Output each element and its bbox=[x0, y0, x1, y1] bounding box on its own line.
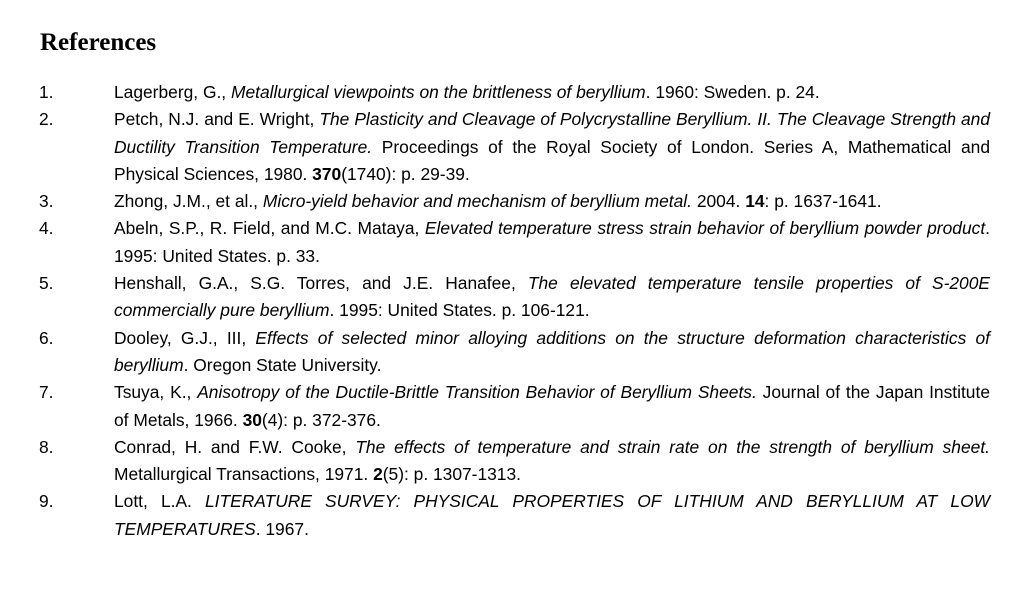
reference-number: 2. bbox=[39, 109, 54, 130]
reference-number: 9. bbox=[39, 491, 54, 512]
reference-item-6 bbox=[0, 325, 1024, 380]
reference-text bbox=[114, 270, 990, 325]
reference-text bbox=[114, 488, 990, 543]
page-heading: References bbox=[40, 29, 157, 56]
reference-title: Metallurgical viewpoints on the brittleness of beryllium bbox=[230, 82, 646, 102]
reference-title: LITERATURE SURVEY: PHYSICAL PROPERTIES OF LITHIUM AND BERYLLIUM AT LOW TEMPERATURES bbox=[114, 491, 991, 539]
reference-authors: Conrad, H. and F.W. Cooke, bbox=[114, 436, 356, 457]
reference-item-9 bbox=[0, 488, 1024, 543]
reference-title: The effects of temperature and strain rate on the strength of beryllium sheet. bbox=[355, 436, 990, 457]
reference-item-2 bbox=[0, 106, 1024, 188]
reference-text bbox=[114, 434, 990, 489]
reference-details-end: (1740): p. 29-39. bbox=[341, 163, 470, 184]
reference-authors: Lagerberg, G., bbox=[114, 82, 231, 102]
reference-title: Effects of selected minor alloying additions on the structure deformation characteristics of beryllium bbox=[114, 327, 990, 375]
reference-number: 6. bbox=[39, 327, 54, 348]
reference-authors: Dooley, G.J., III, bbox=[114, 327, 256, 348]
reference-item-5 bbox=[0, 270, 1024, 325]
reference-authors: Abeln, S.P., R. Field, and M.C. Mataya, bbox=[114, 218, 425, 239]
reference-title: The elevated temperature tensile properties of S-200E commercially pure beryllium bbox=[114, 273, 990, 321]
reference-item-1 bbox=[0, 79, 1024, 106]
reference-authors: Henshall, G.A., S.G. Torres, and J.E. Hanafee, bbox=[114, 273, 528, 294]
reference-volume: 2 bbox=[373, 464, 383, 485]
reference-details: . 1960: Sweden. p. 24. bbox=[645, 82, 820, 102]
reference-item-7 bbox=[0, 379, 1024, 434]
reference-details: Metallurgical Transactions, 1971. bbox=[114, 464, 374, 485]
reference-authors: Tsuya, K., bbox=[114, 382, 198, 403]
reference-title: Anisotropy of the Ductile-Brittle Transition Behavior of Beryllium Sheets. bbox=[197, 382, 757, 403]
reference-number: 8. bbox=[39, 436, 54, 457]
reference-title: The Plasticity and Cleavage of Polycrystalline Beryllium. II. The Cleavage Strength and Ductility Transition Temperature. bbox=[114, 109, 990, 157]
reference-text bbox=[114, 106, 990, 188]
reference-number: 3. bbox=[39, 191, 54, 212]
reference-number: 5. bbox=[39, 273, 54, 294]
reference-details-end: (5): p. 1307-1313. bbox=[382, 464, 521, 485]
reference-details: . 1967. bbox=[255, 518, 309, 539]
reference-authors: Petch, N.J. and E. Wright, bbox=[114, 109, 320, 130]
reference-volume: 370 bbox=[312, 163, 342, 184]
reference-text bbox=[114, 379, 990, 434]
reference-title: Micro-yield behavior and mechanism of beryllium metal. bbox=[262, 191, 692, 212]
reference-item-3 bbox=[0, 188, 1024, 215]
reference-details: Journal of the Japan Institute of Metals, 1966. bbox=[114, 382, 990, 430]
reference-text bbox=[114, 215, 990, 270]
reference-number: 7. bbox=[39, 382, 54, 403]
reference-details: Proceedings of the Royal Society of London. Series A, Mathematical and Physical Sciences, 1980. bbox=[114, 136, 990, 184]
reference-details-end: (4): p. 372-376. bbox=[261, 409, 381, 430]
reference-text bbox=[114, 79, 990, 106]
reference-title: Elevated temperature stress strain behavior of beryllium powder product bbox=[424, 218, 986, 239]
reference-details: . 1995: United States. p. 33. bbox=[114, 218, 990, 266]
reference-details: 2004. bbox=[692, 191, 746, 212]
reference-volume: 14 bbox=[745, 191, 765, 212]
reference-details-end: : p. 1637-1641. bbox=[764, 191, 882, 212]
reference-authors: Lott, L.A. bbox=[114, 491, 205, 512]
reference-text bbox=[114, 325, 990, 380]
reference-list bbox=[0, 79, 1024, 543]
reference-number: 1. bbox=[39, 82, 54, 102]
reference-text bbox=[114, 188, 990, 215]
reference-details: . 1995: United States. p. 106-121. bbox=[329, 300, 590, 321]
reference-number: 4. bbox=[39, 218, 54, 239]
reference-item-8 bbox=[0, 434, 1024, 489]
reference-item-4 bbox=[0, 215, 1024, 270]
reference-authors: Zhong, J.M., et al., bbox=[114, 191, 263, 212]
reference-details: . Oregon State University. bbox=[183, 354, 382, 375]
reference-volume: 30 bbox=[242, 409, 262, 430]
